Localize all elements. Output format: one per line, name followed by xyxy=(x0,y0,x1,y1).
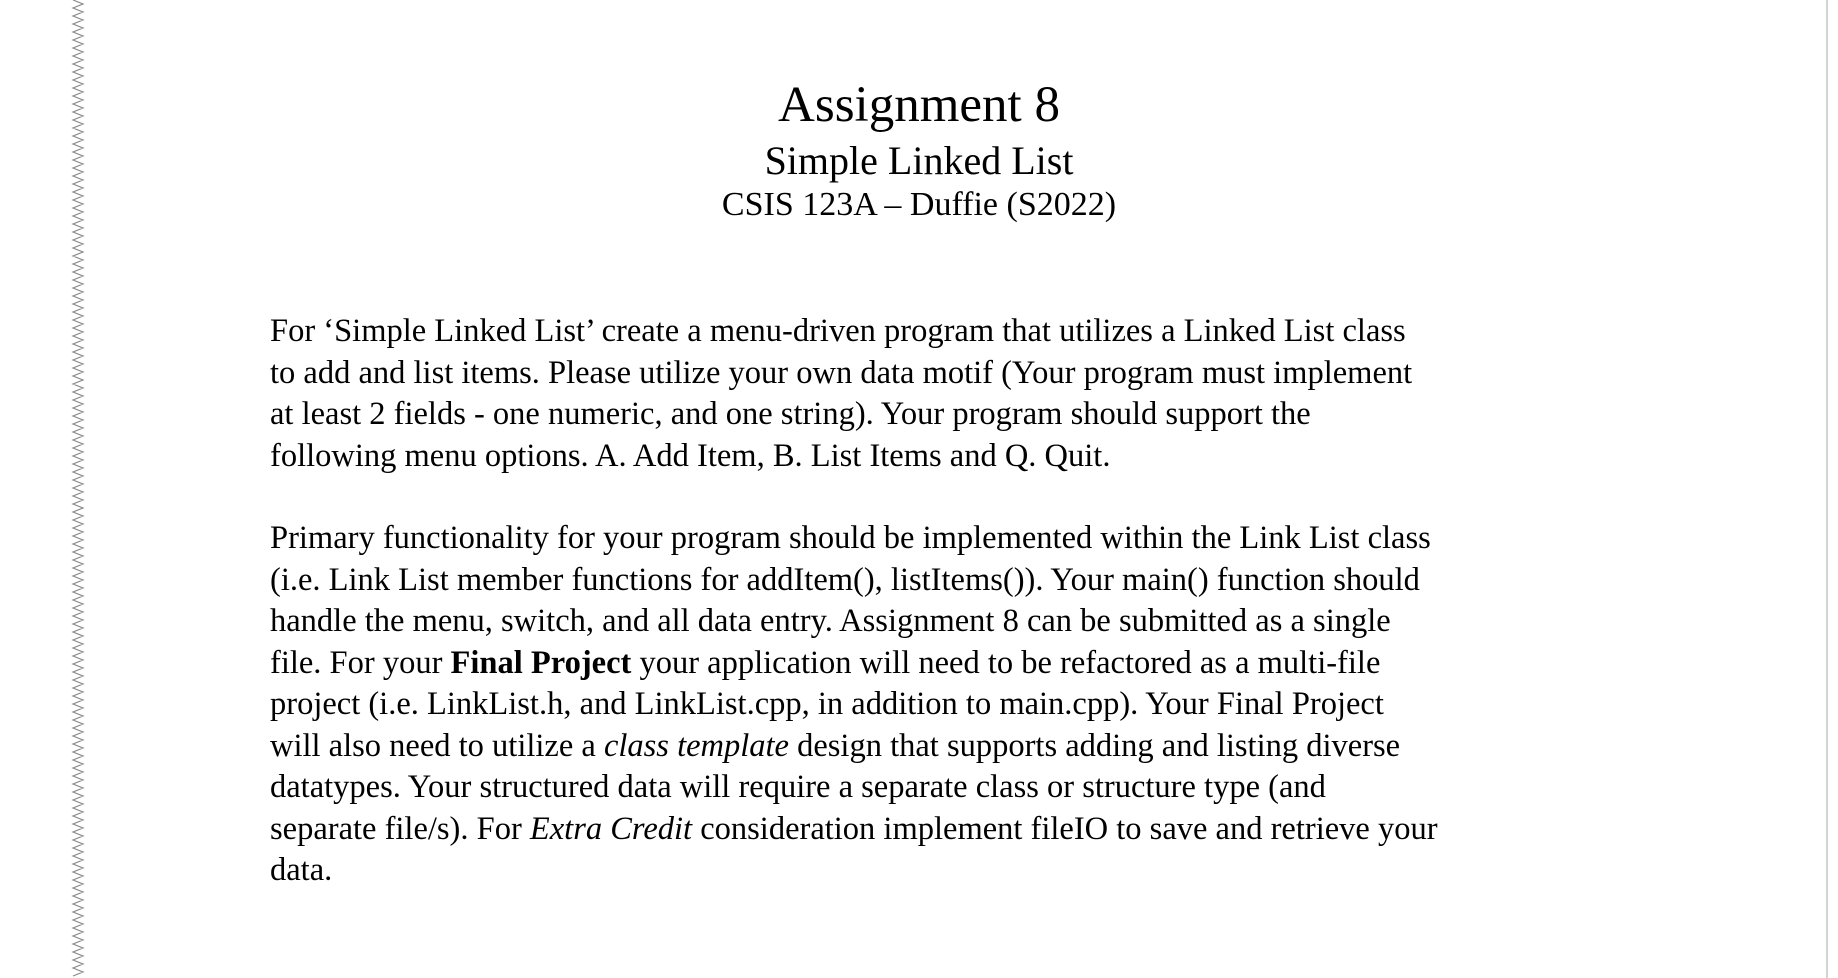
bold-final-project: Final Project xyxy=(450,644,632,681)
text-line: datatypes. Your structured data will require a separate class or structure type (and xyxy=(270,769,1326,805)
text-segment: consideration implement fileIO to save and retrieve your xyxy=(692,810,1438,847)
text-line: to add and list items. Please utilize your own data motif (Your program must implement xyxy=(270,354,1413,391)
document-title: Assignment 8 xyxy=(778,77,1060,133)
text-segment: will also need to utilize a xyxy=(270,727,604,764)
text-segment: file. For your xyxy=(270,644,451,681)
text-line: following menu options. A. Add Item, B. List Items and Q. Quit. xyxy=(270,437,1111,474)
text-segment: your application will need to be refactored as a multi-file xyxy=(631,644,1381,681)
text-line: For ‘Simple Linked List’ create a menu-driven program that utilizes a Linked List class xyxy=(270,313,1406,349)
text-line xyxy=(270,726,1590,768)
text-line xyxy=(270,643,1590,685)
text-line: project (i.e. LinkList.h, and LinkList.cpp, in addition to main.cpp). Your Final Project xyxy=(270,686,1384,722)
italic-class-template: class template xyxy=(603,727,789,764)
document-subtitle: Simple Linked List xyxy=(764,138,1074,183)
text-line: (i.e. Link List member functions for addItem(), listItems()). Your main() function should xyxy=(270,561,1420,598)
italic-extra-credit: Extra Credit xyxy=(529,810,693,847)
text-line xyxy=(270,809,1590,851)
text-line: Primary functionality for your program should be implemented within the Link List class xyxy=(270,520,1431,556)
course-info: CSIS 123A – Duffie (S2022) xyxy=(721,186,1117,223)
paragraph-intro xyxy=(270,311,1590,477)
text-line: at least 2 fields - one numeric, and one string). Your program should support the xyxy=(270,396,1311,432)
text-segment: design that supports adding and listing diverse xyxy=(788,727,1401,764)
text-line: handle the menu, switch, and all data entry. Assignment 8 can be submitted as a single xyxy=(270,603,1391,639)
paragraph-requirements xyxy=(270,518,1590,892)
text-segment: separate file/s). For xyxy=(270,810,530,847)
text-line: data. xyxy=(270,852,333,888)
